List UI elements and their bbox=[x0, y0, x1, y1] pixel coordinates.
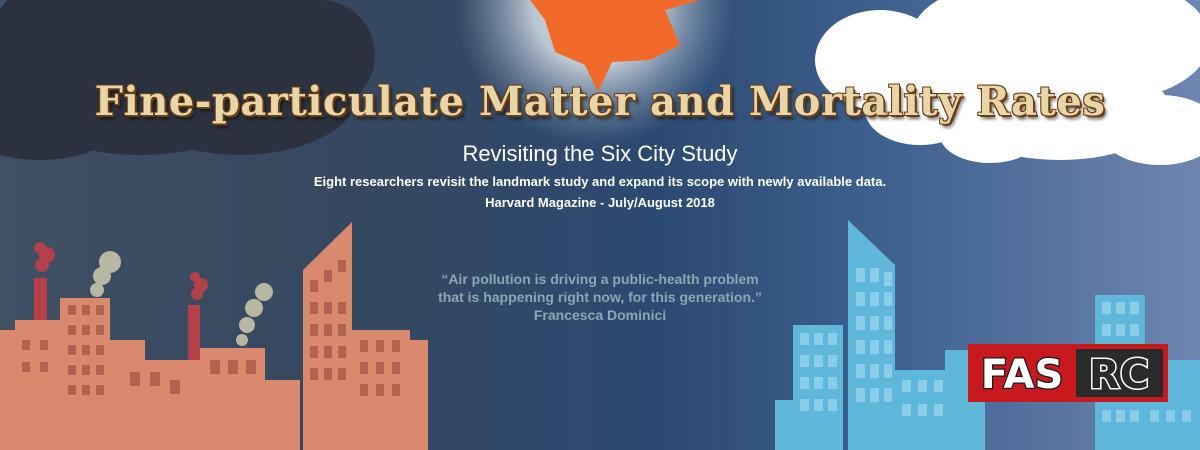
logo-text-rc: RC bbox=[1088, 352, 1150, 398]
banner-source: Harvard Magazine - July/August 2018 bbox=[485, 195, 715, 210]
quote-author: Francesca Dominici bbox=[533, 307, 667, 323]
banner-description: Eight researchers revisit the landmark study and expand its scope with newly available data. bbox=[313, 174, 887, 189]
fasrc-logo[interactable] bbox=[968, 344, 1168, 402]
banner-title: Fine-particulate Matter and Mortality Rates bbox=[94, 78, 1106, 125]
banner-subtitle: Revisiting the Six City Study bbox=[462, 141, 738, 166]
polluted-city-icon bbox=[0, 222, 428, 450]
quote-line-2: that is happening right now, for this generation.” bbox=[438, 289, 762, 305]
pull-quote bbox=[0, 270, 1200, 324]
quote-line-1: “Air pollution is driving a public-health problem bbox=[441, 271, 759, 287]
clean-city-icon bbox=[775, 220, 1200, 450]
logo-text-fas: FAS bbox=[980, 352, 1064, 398]
